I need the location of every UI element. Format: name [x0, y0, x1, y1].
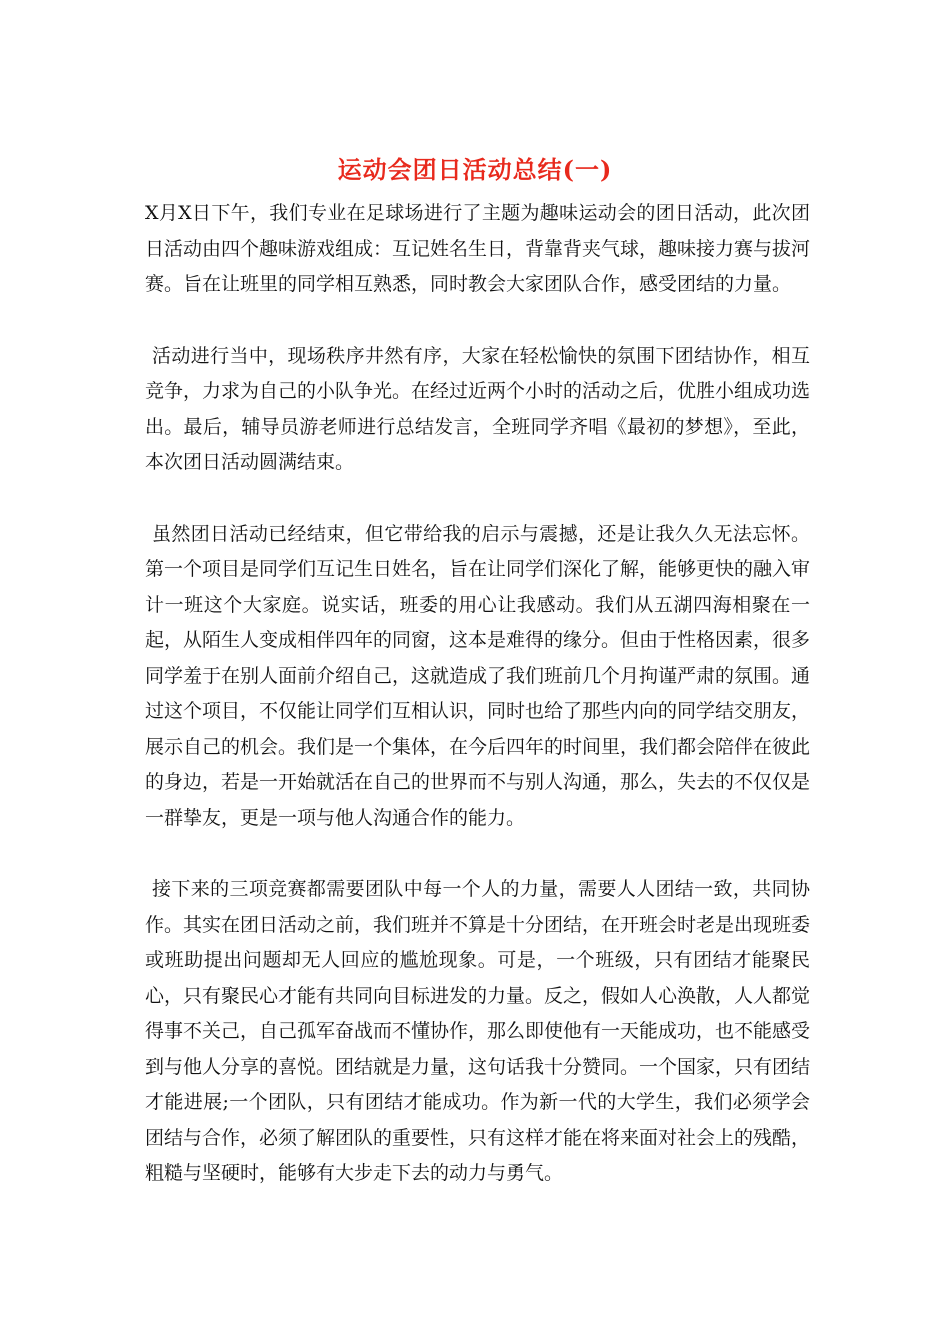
document-body — [145, 196, 810, 1228]
paragraph-1: X月X日下午，我们专业在足球场进行了主题为趣味运动会的团日活动，此次团日活动由四个趣味游戏组成：互记姓名生日，背靠背夹气球，趣味接力赛与拔河赛。旨在让班里的同学相互熟悉，同时教会大家团队合作，感受团结的力量。 — [145, 202, 811, 295]
paragraph-2: 活动进行当中，现场秩序井然有序，大家在轻松愉快的氛围下团结协作，相互竞争，力求为自己的小队争光。在经过近两个小时的活动之后，优胜小组成功选出。最后，辅导员游老师进行总结发言，全班同学齐唱《最初的梦想》，至此，本次团日活动圆满结束。 — [145, 344, 811, 473]
paragraph-3: 虽然团日活动已经结束，但它带给我的启示与震撼，还是让我久久无法忘怀。第一个项目是同学们互记生日姓名，旨在让同学们深化了解，能够更快的融入审计一班这个大家庭。说实话，班委的用心让我感动。我们从五湖四海相聚在一起，从陌生人变成相伴四年的同窗，这本是难得的缘分。但由于性格因素，很多同学羞于在别人面前介绍自己，这就造成了我们班前几个月拘谨严肃的氛围。通过这个项目，不仅能让同学们互相认识，同时也给了那些内向的同学结交朋友，展示自己的机会。我们是一个集体，在今后四年的时间里，我们都会陪伴在彼此的身边，若是一开始就活在自己的世界而不与别人沟通，那么，失去的不仅仅是一群挚友，更是一项与他人沟通合作的能力。 — [145, 522, 811, 829]
document-title: 运动会团日活动总结(一) — [337, 155, 613, 184]
paragraph-4: 接下来的三项竞赛都需要团队中每一个人的力量，需要人人团结一致，共同协作。其实在团日活动之前，我们班并不算是十分团结，在开班会时老是出现班委或班助提出问题却无人回应的尴尬现象。可是，一个班级，只有团结才能聚民心，只有聚民心才能有共同向目标进发的力量。反之，假如人心涣散，人人都觉得事不关己，自己孤军奋战而不懂协作，那么即使他有一天能成功，也不能感受到与他人分享的喜悦。团结就是力量，这句话我十分赞同。一个国家，只有团结才能进展;一个团队，只有团结才能成功。作为新一代的大学生，我们必须学会团结与合作，必须了解团队的重要性，只有这样才能在将来面对社会上的残酷，粗糙与坚硬时，能够有大步走下去的动力与勇气。 — [145, 878, 811, 1184]
